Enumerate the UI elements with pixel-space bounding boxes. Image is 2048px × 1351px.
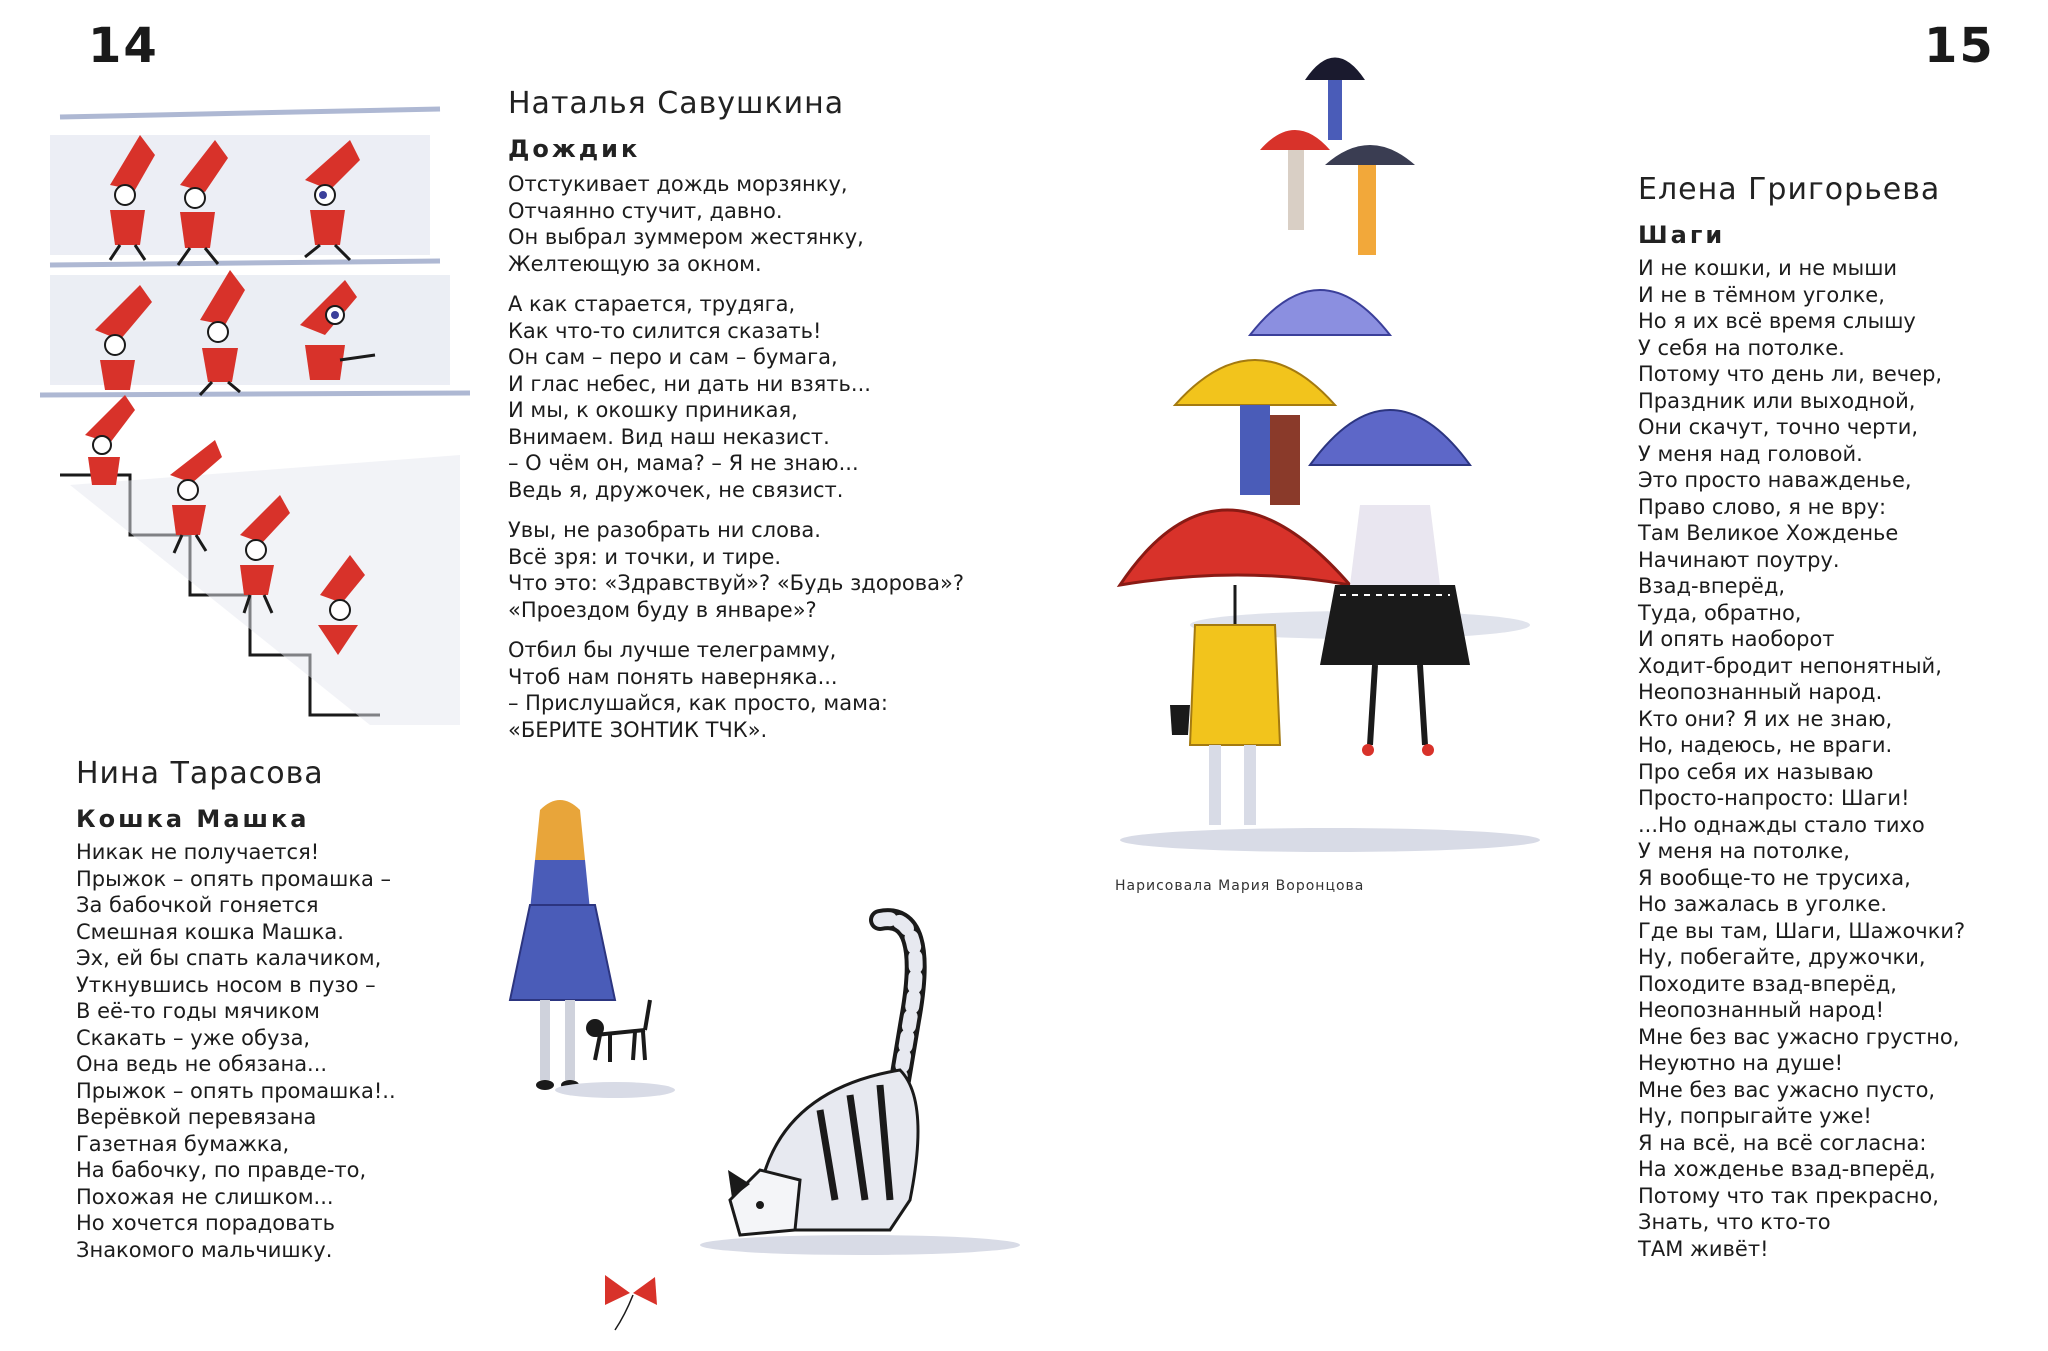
poem-line: Знать, что кто-то [1638, 1210, 1831, 1234]
poem-line: Отбил бы лучше телеграмму, [508, 638, 837, 662]
poem-line: У меня на потолке, [1638, 839, 1850, 863]
butterfly-bow-illustration [595, 1265, 675, 1335]
poem-line: Взад-вперёд, [1638, 574, 1786, 598]
poem-line: И не в тёмном уголке, [1638, 282, 1885, 307]
stanza [508, 171, 964, 277]
illustrator-caption: Нарисовала Мария Воронцова [1115, 878, 1365, 894]
poem-line: Никак не получается! [76, 840, 320, 864]
stanza [508, 637, 964, 743]
poem-line: Прыжок – опять промашка!.. [76, 1078, 396, 1103]
poem-line: Ну, побегайте, дружочки, [1638, 945, 1926, 969]
poem-line: Эх, ей бы спать калачиком, [76, 946, 382, 970]
poem-line: Ведь я, дружочек, не связист. [508, 477, 844, 502]
poem-line: И не кошки, и не мыши [1638, 256, 1898, 280]
people-with-umbrellas-illustration [1110, 25, 1550, 855]
poem-line: В её-то годы мячиком [76, 999, 320, 1023]
poem-line: Про себя их называю [1638, 759, 1874, 784]
poem-line: Неопознанный народ! [1638, 998, 1884, 1022]
gnomes-on-stairs-illustration [40, 95, 480, 735]
poem-line: Походите взад-вперёд, [1638, 971, 1897, 996]
poem-line: Ходит-бродит непонятный, [1638, 653, 1942, 678]
poem-line: Он сам – перо и сам – бумага, [508, 345, 838, 369]
poem-line: У меня над головой. [1638, 441, 1863, 466]
poem-line: Я вообще-то не трусиха, [1638, 865, 1911, 890]
poem-tarasova [76, 756, 396, 1263]
poem-savushkina [508, 86, 964, 757]
stanza [508, 291, 964, 503]
poem-line: Отстукивает дождь морзянку, [508, 172, 848, 196]
poem-line: Праздник или выходной, [1638, 388, 1916, 413]
poem-grigorieva [1638, 172, 1965, 1262]
poem-line: Похожая не слишком... [76, 1184, 334, 1209]
poem-line: Всё зря: и точки, и тире. [508, 544, 782, 569]
poem-line: ТАМ живёт! [1638, 1236, 1769, 1261]
poem-line: Отчаянно стучит, давно. [508, 198, 783, 223]
poem-line: Чтоб нам понять наверняка... [508, 664, 838, 689]
poem-line: Я на всё, на всё согласна: [1638, 1130, 1927, 1155]
poem-line: Уткнувшись носом в пузо – [76, 972, 376, 997]
poem-body [76, 839, 396, 1263]
page-number-right: 15 [1924, 18, 1995, 74]
poem-line: Право слово, я не вру: [1638, 494, 1887, 519]
poem-body [1638, 255, 1965, 1262]
poem-line: Он выбрал зуммером жестянку, [508, 225, 864, 249]
poem-line: Они скачут, точно черти, [1638, 415, 1919, 439]
poem-line: Туда, обратно, [1638, 600, 1802, 625]
striped-cat-illustration [700, 900, 1040, 1260]
poem-line: Увы, не разобрать ни слова. [508, 518, 821, 542]
poem-line: ...Но однажды стало тихо [1638, 812, 1925, 837]
poem-line: И глас небес, ни дать ни взять... [508, 371, 871, 396]
poem-line: Скакать – уже обуза, [76, 1025, 311, 1050]
poem-line: Потому что день ли, вечер, [1638, 362, 1943, 386]
page-number-left: 14 [88, 18, 159, 74]
poem-line: Начинают поутру. [1638, 547, 1840, 572]
poem-line: Где вы там, Шаги, Шажочки? [1638, 918, 1966, 943]
poem-line: И опять наоборот [1638, 627, 1835, 651]
poem-line: Ну, попрыгайте уже! [1638, 1104, 1872, 1128]
poem-line: Неопознанный народ. [1638, 680, 1883, 704]
poem-title: Кошка Машка [76, 805, 310, 833]
poem-line: Но, надеюсь, не враги. [1638, 733, 1893, 757]
poem-line: Потому что так прекрасно, [1638, 1183, 1939, 1208]
girl-with-dog-illustration [505, 790, 685, 1110]
poem-line: Газетная бумажка, [76, 1131, 290, 1156]
poem-line: На хожденье взад-вперёд, [1638, 1157, 1936, 1181]
poem-title: Дождик [508, 135, 641, 163]
poem-line: – Прислушайся, как просто, мама: [508, 691, 888, 715]
poem-line: Мне без вас ужасно грустно, [1638, 1024, 1960, 1049]
author-name: Нина Тарасова [76, 756, 324, 791]
poem-line: Внимаем. Вид наш неказист. [508, 424, 830, 449]
poem-line: У себя на потолке. [1638, 335, 1845, 360]
author-name: Елена Григорьева [1638, 172, 1941, 207]
poem-line: На бабочку, по правде-то, [76, 1158, 367, 1182]
poem-line: – О чём он, мама? – Я не знаю... [508, 451, 859, 475]
poem-line: «Проездом буду в январе»? [508, 597, 817, 622]
poem-line: Верёвкой перевязана [76, 1105, 317, 1129]
poem-line: Прыжок – опять промашка – [76, 866, 392, 891]
poem-line: Как что-то силится сказать! [508, 318, 822, 343]
poem-line: Смешная кошка Машка. [76, 919, 344, 944]
poem-line: Там Великое Хожденье [1638, 521, 1899, 545]
poem-line: Но зажалась в уголке. [1638, 892, 1888, 916]
poem-line: Но хочется порадовать [76, 1211, 336, 1235]
poem-line: Неуютно на душе! [1638, 1051, 1844, 1075]
poem-line: Кто они? Я их не знаю, [1638, 706, 1893, 731]
poem-line: «БЕРИТЕ ЗОНТИК ТЧК». [508, 717, 768, 742]
poem-line: А как старается, трудяга, [508, 292, 796, 316]
poem-line: Желтеющую за окном. [508, 251, 762, 276]
poem-line: Это просто наважденье, [1638, 468, 1912, 492]
poem-line: Знакомого мальчишку. [76, 1237, 333, 1262]
stanza [508, 517, 964, 623]
poem-line: Просто-напросто: Шаги! [1638, 786, 1910, 810]
poem-line: И мы, к окошку приникая, [508, 398, 798, 422]
poem-title: Шаги [1638, 221, 1726, 249]
poem-line: Но я их всё время слышу [1638, 309, 1916, 333]
poem-line: Что это: «Здравствуй»? «Будь здорова»? [508, 571, 965, 595]
poem-line: Мне без вас ужасно пусто, [1638, 1077, 1936, 1102]
poem-line: Она ведь не обязана... [76, 1052, 328, 1076]
author-name: Наталья Савушкина [508, 86, 845, 121]
poem-line: За бабочкой гоняется [76, 893, 319, 917]
